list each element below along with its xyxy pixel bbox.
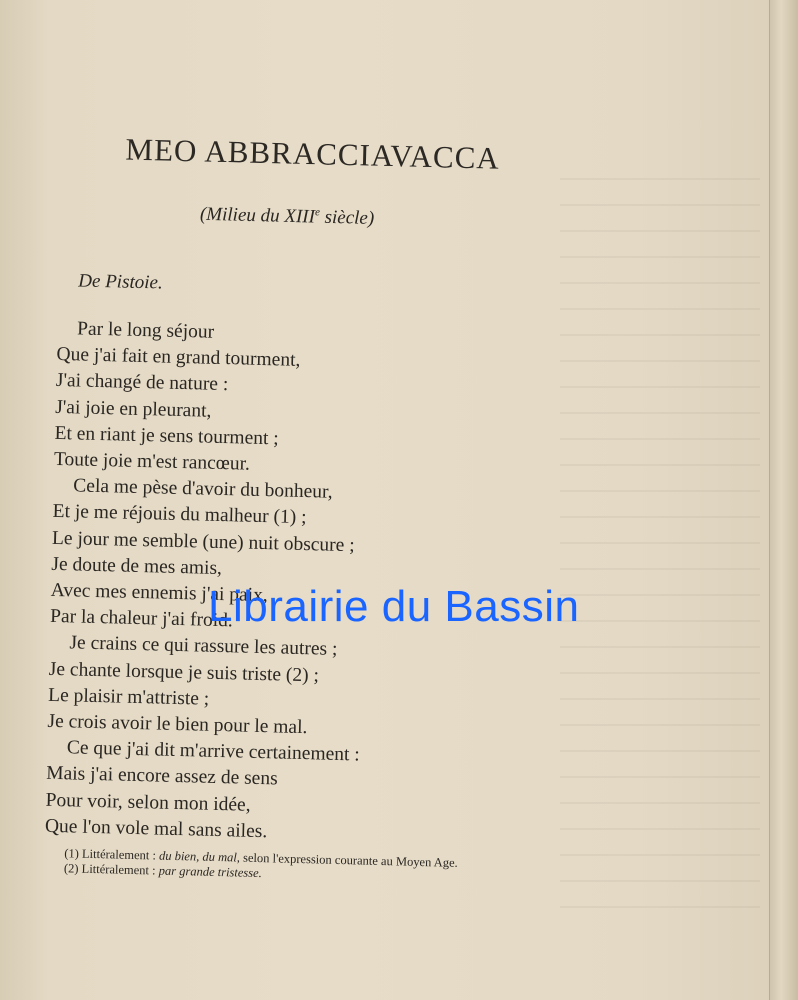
subtitle-superscript: e bbox=[314, 206, 321, 219]
footnote-1-prefix: (1) Littéralement : bbox=[64, 846, 160, 863]
poem-line: Le jour me semble (une) nuit obscure ; bbox=[51, 527, 355, 556]
footnote-2-italic: par grande tristesse. bbox=[158, 863, 262, 881]
poem-line: Par la chaleur j'ai froid. bbox=[49, 606, 234, 632]
show-through-text bbox=[560, 160, 760, 920]
poem-line: Je chante lorsque je suis triste (2) ; bbox=[48, 658, 320, 687]
poem-line: J'ai changé de nature : bbox=[55, 370, 229, 396]
poem-line: J'ai joie en pleurant, bbox=[54, 396, 212, 422]
footnote-1-suffix: selon l'expression courante au Moyen Age. bbox=[239, 850, 458, 870]
poem-line: Et je me réjouis du malheur (1) ; bbox=[52, 501, 307, 529]
poem-line: Cela me pèse d'avoir du bonheur, bbox=[73, 475, 333, 503]
poem-line: Mais j'ai encore assez de sens bbox=[46, 763, 278, 790]
watermark: Librairie du Bassin bbox=[208, 582, 580, 631]
poem-line: Par le long séjour bbox=[76, 318, 215, 343]
poem-line: Toute joie m'est rancœur. bbox=[53, 448, 251, 475]
page-edge bbox=[769, 0, 798, 1000]
footnote-2-prefix: (2) Littéralement : bbox=[63, 861, 159, 878]
poem-line: Et en riant je sens tourment ; bbox=[54, 422, 279, 450]
poem-line: Je crois avoir le bien pour le mal. bbox=[47, 710, 308, 739]
poem-line: Ce que j'ai dit m'arrive certainement : bbox=[66, 737, 360, 766]
poem-line: Que j'ai fait en grand tourment, bbox=[56, 344, 301, 372]
subtitle-after: siècle) bbox=[319, 206, 375, 229]
poem-line: Avec mes ennemis j'ai paix, bbox=[50, 579, 268, 607]
footnote-1-italic: du bien, du mal, bbox=[158, 848, 241, 865]
poem-line: Le plaisir m'attriste ; bbox=[47, 684, 210, 710]
poem-line: Je doute de mes amis, bbox=[51, 553, 223, 579]
poem-line: Que l'on vole mal sans ailes. bbox=[44, 815, 268, 843]
subtitle-before: (Milieu du XIII bbox=[199, 203, 316, 228]
poem-line: Pour voir, selon mon idée, bbox=[45, 789, 251, 816]
poem-title: MEO ABBRACCIAVACCA bbox=[125, 131, 501, 176]
poem-line: Je crains ce qui rassure les autres ; bbox=[69, 632, 338, 661]
footnotes bbox=[64, 846, 458, 886]
place-heading: De Pistoie. bbox=[78, 270, 163, 294]
poem-subtitle bbox=[200, 203, 375, 230]
